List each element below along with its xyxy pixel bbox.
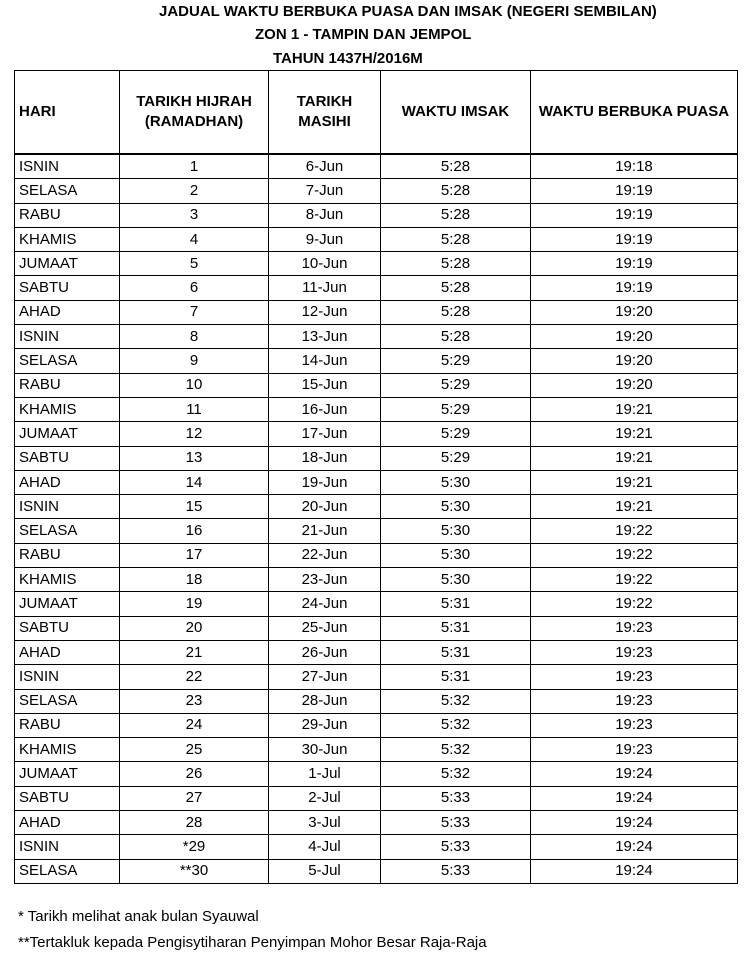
table-row xyxy=(15,665,738,689)
cell-waktu-imsak: 5:29 xyxy=(381,349,531,373)
table-row xyxy=(15,349,738,373)
cell-waktu-imsak: 5:28 xyxy=(381,203,531,227)
cell-hari: JUMAAT xyxy=(15,592,120,616)
cell-hari: RABU xyxy=(15,373,120,397)
cell-hari: KHAMIS xyxy=(15,227,120,251)
cell-waktu-berbuka: 19:18 xyxy=(531,154,738,179)
cell-tarikh-masihi: 5-Jul xyxy=(269,859,381,883)
cell-waktu-berbuka: 19:22 xyxy=(531,519,738,543)
table-row xyxy=(15,592,738,616)
cell-waktu-berbuka: 19:19 xyxy=(531,276,738,300)
cell-waktu-imsak: 5:29 xyxy=(381,446,531,470)
cell-tarikh-masihi: 2-Jul xyxy=(269,786,381,810)
cell-tarikh-masihi: 10-Jun xyxy=(269,252,381,276)
document-title: JADUAL WAKTU BERBUKA PUASA DAN IMSAK (NEGERI SEMBILAN) xyxy=(159,3,657,20)
table-row xyxy=(15,835,738,859)
cell-waktu-berbuka: 19:19 xyxy=(531,252,738,276)
cell-tarikh-masihi: 12-Jun xyxy=(269,300,381,324)
table-row xyxy=(15,689,738,713)
cell-tarikh-hijrah: 7 xyxy=(120,300,269,324)
cell-tarikh-hijrah: 13 xyxy=(120,446,269,470)
cell-waktu-berbuka: 19:19 xyxy=(531,227,738,251)
cell-tarikh-hijrah: 12 xyxy=(120,422,269,446)
cell-waktu-berbuka: 19:23 xyxy=(531,616,738,640)
cell-tarikh-hijrah: 25 xyxy=(120,738,269,762)
table-row xyxy=(15,470,738,494)
cell-hari: ISNIN xyxy=(15,665,120,689)
cell-tarikh-masihi: 28-Jun xyxy=(269,689,381,713)
zone-subtitle: ZON 1 - TAMPIN DAN JEMPOL xyxy=(255,26,472,43)
cell-waktu-imsak: 5:31 xyxy=(381,592,531,616)
cell-waktu-imsak: 5:28 xyxy=(381,154,531,179)
cell-hari: ISNIN xyxy=(15,835,120,859)
cell-waktu-imsak: 5:33 xyxy=(381,859,531,883)
cell-tarikh-hijrah: 2 xyxy=(120,179,269,203)
cell-tarikh-hijrah: 3 xyxy=(120,203,269,227)
cell-tarikh-hijrah: 10 xyxy=(120,373,269,397)
table-row xyxy=(15,154,738,179)
cell-hari: JUMAAT xyxy=(15,422,120,446)
cell-hari: AHAD xyxy=(15,811,120,835)
cell-waktu-imsak: 5:28 xyxy=(381,300,531,324)
cell-tarikh-hijrah: 4 xyxy=(120,227,269,251)
table-row xyxy=(15,252,738,276)
header-waktu-imsak: WAKTU IMSAK xyxy=(381,71,531,155)
cell-tarikh-masihi: 3-Jul xyxy=(269,811,381,835)
cell-tarikh-masihi: 17-Jun xyxy=(269,422,381,446)
cell-hari: ISNIN xyxy=(15,154,120,179)
cell-waktu-berbuka: 19:21 xyxy=(531,470,738,494)
cell-tarikh-masihi: 19-Jun xyxy=(269,470,381,494)
cell-tarikh-masihi: 15-Jun xyxy=(269,373,381,397)
cell-waktu-imsak: 5:32 xyxy=(381,689,531,713)
cell-waktu-berbuka: 19:23 xyxy=(531,689,738,713)
cell-tarikh-masihi: 23-Jun xyxy=(269,568,381,592)
cell-hari: SABTU xyxy=(15,786,120,810)
cell-hari: AHAD xyxy=(15,640,120,664)
cell-tarikh-masihi: 4-Jul xyxy=(269,835,381,859)
cell-waktu-imsak: 5:32 xyxy=(381,713,531,737)
cell-tarikh-hijrah: 1 xyxy=(120,154,269,179)
cell-waktu-berbuka: 19:21 xyxy=(531,446,738,470)
cell-waktu-berbuka: 19:19 xyxy=(531,179,738,203)
cell-waktu-imsak: 5:32 xyxy=(381,738,531,762)
table-row xyxy=(15,397,738,421)
cell-waktu-imsak: 5:28 xyxy=(381,276,531,300)
cell-hari: SELASA xyxy=(15,859,120,883)
cell-waktu-berbuka: 19:24 xyxy=(531,835,738,859)
table-row xyxy=(15,300,738,324)
cell-hari: AHAD xyxy=(15,470,120,494)
footnote-syauwal: * Tarikh melihat anak bulan Syauwal xyxy=(18,908,259,925)
table-row xyxy=(15,640,738,664)
cell-waktu-imsak: 5:29 xyxy=(381,373,531,397)
cell-hari: RABU xyxy=(15,713,120,737)
cell-tarikh-masihi: 9-Jun xyxy=(269,227,381,251)
cell-tarikh-hijrah: 8 xyxy=(120,325,269,349)
table-row xyxy=(15,568,738,592)
cell-hari: KHAMIS xyxy=(15,397,120,421)
table-row xyxy=(15,713,738,737)
cell-hari: KHAMIS xyxy=(15,738,120,762)
cell-waktu-imsak: 5:33 xyxy=(381,811,531,835)
cell-hari: JUMAAT xyxy=(15,762,120,786)
cell-tarikh-masihi: 30-Jun xyxy=(269,738,381,762)
table-row xyxy=(15,859,738,883)
cell-hari: AHAD xyxy=(15,300,120,324)
cell-tarikh-hijrah: 26 xyxy=(120,762,269,786)
footnote-mohor: **Tertakluk kepada Pengisytiharan Penyimpan Mohor Besar Raja-Raja xyxy=(18,934,487,951)
cell-tarikh-masihi: 26-Jun xyxy=(269,640,381,664)
cell-waktu-imsak: 5:33 xyxy=(381,835,531,859)
cell-tarikh-hijrah: 28 xyxy=(120,811,269,835)
cell-tarikh-hijrah: 18 xyxy=(120,568,269,592)
cell-hari: RABU xyxy=(15,543,120,567)
cell-hari: SELASA xyxy=(15,689,120,713)
table-row xyxy=(15,786,738,810)
cell-tarikh-masihi: 22-Jun xyxy=(269,543,381,567)
cell-tarikh-masihi: 29-Jun xyxy=(269,713,381,737)
cell-hari: SELASA xyxy=(15,179,120,203)
cell-tarikh-hijrah: 22 xyxy=(120,665,269,689)
cell-tarikh-masihi: 1-Jul xyxy=(269,762,381,786)
table-body xyxy=(15,154,738,883)
cell-waktu-imsak: 5:30 xyxy=(381,495,531,519)
cell-waktu-berbuka: 19:20 xyxy=(531,373,738,397)
cell-waktu-imsak: 5:28 xyxy=(381,325,531,349)
cell-hari: SABTU xyxy=(15,616,120,640)
cell-waktu-berbuka: 19:24 xyxy=(531,762,738,786)
cell-tarikh-hijrah: 16 xyxy=(120,519,269,543)
cell-tarikh-masihi: 18-Jun xyxy=(269,446,381,470)
cell-waktu-imsak: 5:30 xyxy=(381,568,531,592)
cell-tarikh-masihi: 8-Jun xyxy=(269,203,381,227)
cell-waktu-imsak: 5:29 xyxy=(381,397,531,421)
cell-tarikh-hijrah: **30 xyxy=(120,859,269,883)
cell-tarikh-masihi: 25-Jun xyxy=(269,616,381,640)
cell-tarikh-hijrah: 15 xyxy=(120,495,269,519)
year-subtitle: TAHUN 1437H/2016M xyxy=(273,50,423,67)
cell-tarikh-masihi: 20-Jun xyxy=(269,495,381,519)
table-row xyxy=(15,373,738,397)
cell-tarikh-masihi: 7-Jun xyxy=(269,179,381,203)
cell-waktu-berbuka: 19:20 xyxy=(531,300,738,324)
table-row xyxy=(15,227,738,251)
cell-waktu-imsak: 5:32 xyxy=(381,762,531,786)
table-row xyxy=(15,495,738,519)
cell-waktu-berbuka: 19:22 xyxy=(531,568,738,592)
cell-waktu-berbuka: 19:22 xyxy=(531,543,738,567)
cell-tarikh-hijrah: 6 xyxy=(120,276,269,300)
cell-waktu-berbuka: 19:23 xyxy=(531,665,738,689)
cell-waktu-berbuka: 19:21 xyxy=(531,397,738,421)
cell-waktu-imsak: 5:31 xyxy=(381,640,531,664)
cell-tarikh-hijrah: 24 xyxy=(120,713,269,737)
cell-waktu-imsak: 5:30 xyxy=(381,519,531,543)
cell-tarikh-masihi: 13-Jun xyxy=(269,325,381,349)
cell-waktu-imsak: 5:30 xyxy=(381,470,531,494)
cell-hari: SELASA xyxy=(15,349,120,373)
cell-tarikh-hijrah: 5 xyxy=(120,252,269,276)
header-waktu-berbuka: WAKTU BERBUKA PUASA xyxy=(531,71,738,155)
cell-tarikh-hijrah: 11 xyxy=(120,397,269,421)
cell-waktu-imsak: 5:28 xyxy=(381,227,531,251)
cell-waktu-berbuka: 19:23 xyxy=(531,738,738,762)
cell-waktu-berbuka: 19:23 xyxy=(531,640,738,664)
cell-waktu-berbuka: 19:22 xyxy=(531,592,738,616)
table-header-row xyxy=(15,71,738,155)
table-row xyxy=(15,179,738,203)
cell-tarikh-hijrah: 20 xyxy=(120,616,269,640)
cell-tarikh-hijrah: 17 xyxy=(120,543,269,567)
cell-tarikh-hijrah: 14 xyxy=(120,470,269,494)
table-row xyxy=(15,519,738,543)
cell-waktu-imsak: 5:29 xyxy=(381,422,531,446)
cell-tarikh-masihi: 27-Jun xyxy=(269,665,381,689)
cell-hari: ISNIN xyxy=(15,495,120,519)
cell-tarikh-hijrah: 19 xyxy=(120,592,269,616)
table-row xyxy=(15,446,738,470)
cell-hari: SABTU xyxy=(15,446,120,470)
cell-waktu-imsak: 5:31 xyxy=(381,665,531,689)
cell-tarikh-hijrah: *29 xyxy=(120,835,269,859)
cell-waktu-berbuka: 19:24 xyxy=(531,811,738,835)
cell-waktu-imsak: 5:28 xyxy=(381,252,531,276)
cell-waktu-berbuka: 19:20 xyxy=(531,325,738,349)
cell-waktu-berbuka: 19:24 xyxy=(531,786,738,810)
cell-waktu-berbuka: 19:21 xyxy=(531,422,738,446)
table-row xyxy=(15,543,738,567)
cell-hari: ISNIN xyxy=(15,325,120,349)
schedule-table xyxy=(14,70,738,884)
table-row xyxy=(15,616,738,640)
cell-tarikh-masihi: 14-Jun xyxy=(269,349,381,373)
cell-waktu-imsak: 5:28 xyxy=(381,179,531,203)
cell-hari: KHAMIS xyxy=(15,568,120,592)
cell-hari: SELASA xyxy=(15,519,120,543)
header-hari: HARI xyxy=(15,71,120,155)
cell-tarikh-masihi: 21-Jun xyxy=(269,519,381,543)
cell-hari: RABU xyxy=(15,203,120,227)
cell-waktu-imsak: 5:33 xyxy=(381,786,531,810)
table-row xyxy=(15,276,738,300)
cell-tarikh-masihi: 16-Jun xyxy=(269,397,381,421)
cell-hari: SABTU xyxy=(15,276,120,300)
cell-tarikh-hijrah: 27 xyxy=(120,786,269,810)
cell-tarikh-hijrah: 21 xyxy=(120,640,269,664)
cell-hari: JUMAAT xyxy=(15,252,120,276)
cell-waktu-berbuka: 19:19 xyxy=(531,203,738,227)
cell-tarikh-masihi: 11-Jun xyxy=(269,276,381,300)
table-row xyxy=(15,422,738,446)
cell-tarikh-hijrah: 9 xyxy=(120,349,269,373)
cell-waktu-berbuka: 19:20 xyxy=(531,349,738,373)
header-tarikh-masihi: TARIKH MASIHI xyxy=(269,71,381,155)
table-row xyxy=(15,762,738,786)
table-row xyxy=(15,811,738,835)
table-row xyxy=(15,738,738,762)
cell-waktu-berbuka: 19:23 xyxy=(531,713,738,737)
cell-waktu-imsak: 5:30 xyxy=(381,543,531,567)
cell-waktu-berbuka: 19:21 xyxy=(531,495,738,519)
cell-tarikh-hijrah: 23 xyxy=(120,689,269,713)
header-tarikh-hijrah: TARIKH HIJRAH (RAMADHAN) xyxy=(120,71,269,155)
cell-tarikh-masihi: 6-Jun xyxy=(269,154,381,179)
table-row xyxy=(15,325,738,349)
cell-tarikh-masihi: 24-Jun xyxy=(269,592,381,616)
cell-waktu-berbuka: 19:24 xyxy=(531,859,738,883)
table-row xyxy=(15,203,738,227)
cell-waktu-imsak: 5:31 xyxy=(381,616,531,640)
